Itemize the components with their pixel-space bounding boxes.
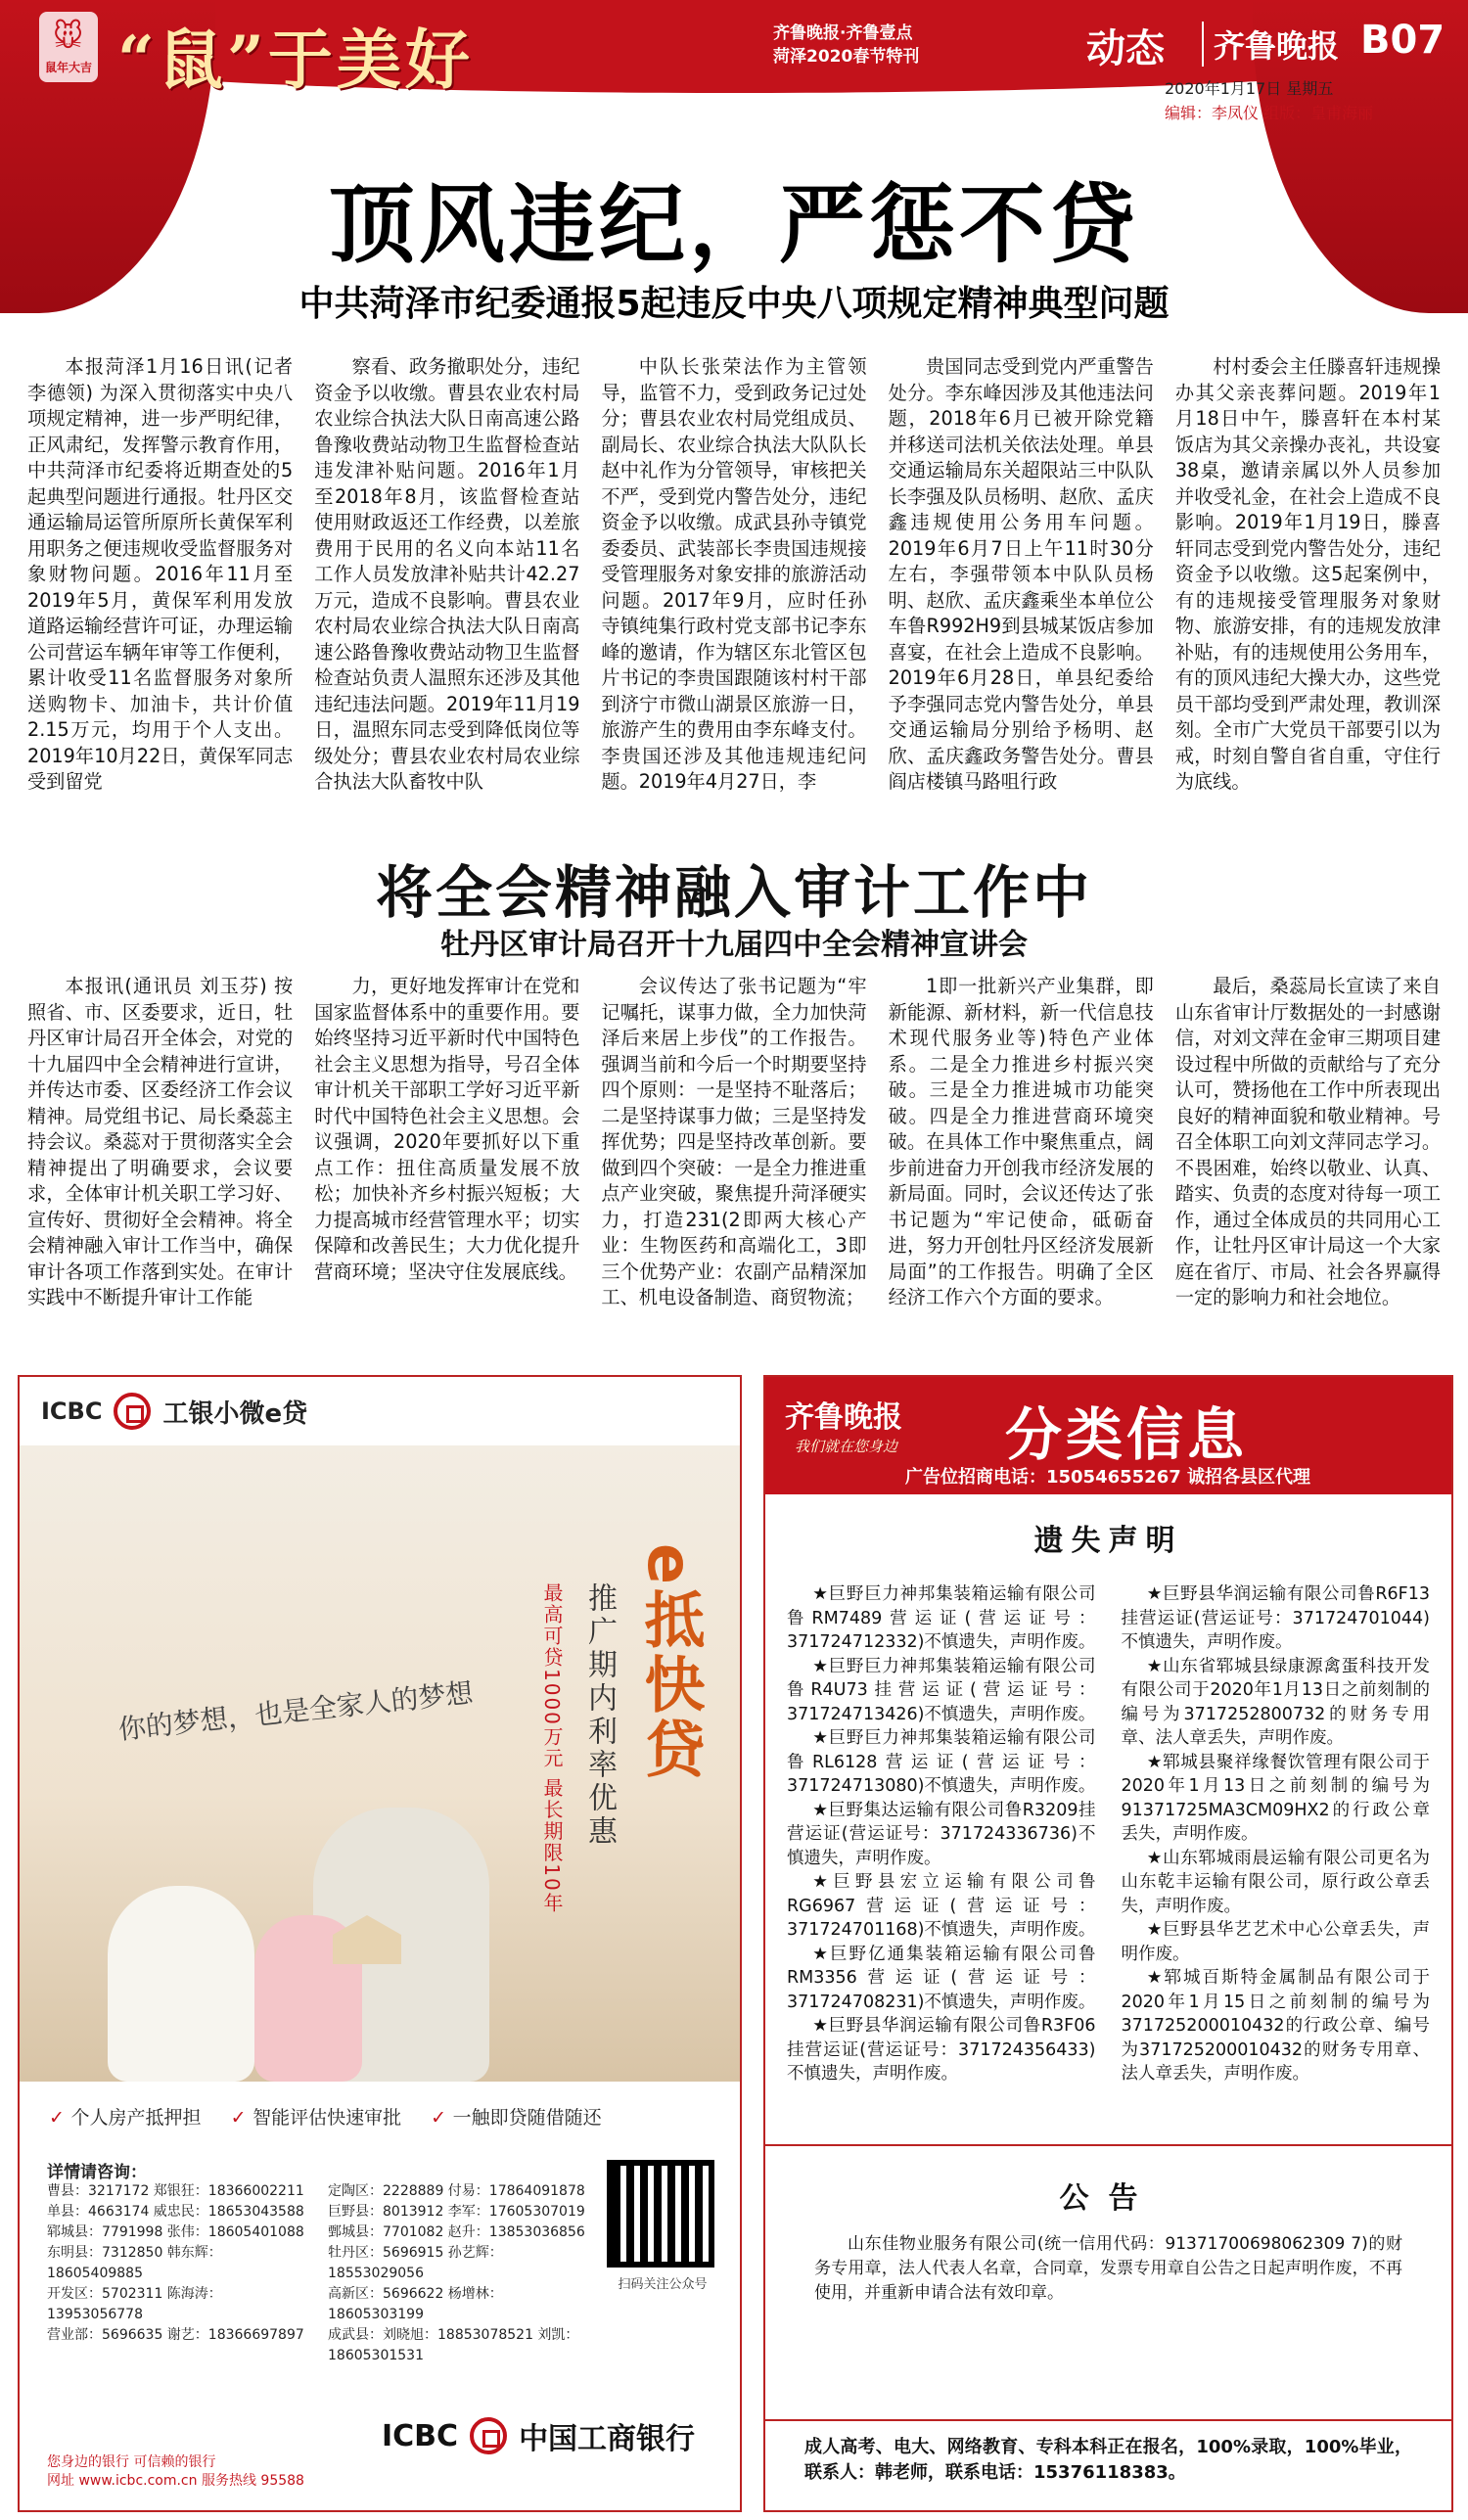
classifieds-slogan: 我们就在您身边	[795, 1438, 898, 1455]
classifieds-panel	[763, 1375, 1453, 2512]
article1-headline: 顶风违纪，严惩不贷	[328, 173, 1139, 275]
lost-notice-item: ★巨野巨力神邦集装箱运输有限公司鲁RL6128营运证(营运证号：371724713080)不慎遗失，声明作废。	[787, 1728, 1096, 1796]
contact-item: 鄄城县：7701082 赵升：13853036856	[328, 2224, 585, 2240]
article1-column	[1175, 354, 1441, 814]
lost-notice-item: ★巨野巨力神邦集装箱运输有限公司鲁R4U73挂营运证(营运证号：371724713426)不慎遗失，声明作废。	[787, 1656, 1096, 1724]
contact-item: 巨野县：8013912 李军：17605307019	[328, 2204, 585, 2220]
classifieds-paper-logo: 齐鲁晚报	[785, 1400, 902, 1435]
lost-notice-item: ★巨野县华润运输有限公司鲁R3F06挂营运证(营运证号：371724356433)不慎遗失，声明作废。	[787, 2016, 1096, 2084]
article2-column	[27, 974, 293, 1365]
article1-column	[27, 354, 293, 814]
article2-paragraph: 1即一批新兴产业集群，即新能源、新材料，新一代信息技术现代服务业等)特色产业体系。二是全力推进乡村振兴突破。三是全力推进城市功能突破。四是全力推进营商环境突破。在具体工作中聚焦重点，阔步前进奋力开创我市经济发展的新局面。同时，会议还传达了张书记题为“牢记使命，砥砺奋进，努力开创牡丹区经济发展新局面”的工作报告。明确了全区经济工作六个方面的要求。	[888, 975, 1154, 1308]
feature-item: ✓ 一触即贷随借随还	[431, 2103, 602, 2130]
article2-column	[1175, 974, 1441, 1365]
contact-item: 曹县：3217172 郑银狂：18366002211	[47, 2183, 304, 2199]
article2-subhead: 牡丹区审计局召开十九届四中全会精神宣讲会	[440, 928, 1028, 962]
lost-notice-item: ★郓城县聚祥缘餐饮管理有限公司于2020年1月13日之前刻制的编号为91371725MA3CM09HX2的行政公章丢失，声明作废。	[1121, 1752, 1430, 1844]
editor-credits: 编辑：李凤仪 组版：皇甫海丽	[1165, 104, 1374, 122]
article2-paragraph: 会议传达了张书记题为“牢记嘱托，谋事力做，全力加快菏泽后来居上步伐”的工作报告。强调当前和今后一个时期要坚持四个原则：一是坚持不耻落后；二是坚持谋事力做；三是坚持发挥优势；四是坚持改革创新。要做到四个突破：一是全力推进重点产业突破，聚焦提升菏泽硬实力，打造231(2即两大核心产业：生物医药和高端化工，3即三个优势产业：农副产品精深加工、机电设备制造、商贸物流；	[601, 975, 867, 1308]
festival-subtitle-line1: 齐鲁晚报·齐鲁壹点	[773, 23, 913, 43]
lost-notice-item: ★巨野巨力神邦集装箱运输有限公司鲁RM7489营运证(营运证号：371724712332)不慎遗失，声明作废。	[787, 1584, 1096, 1652]
education-ad: 成人高考、电大、网络教育、专科本科正在报名，100%录取，100%毕业，联系人：韩老师，联系电话：15376118383。	[765, 2419, 1451, 2499]
mother-figure	[108, 1886, 254, 2082]
icbc-logo-icon	[114, 1393, 151, 1430]
contact-item: 开发区：5702311 陈海涛：13953056778	[47, 2286, 222, 2322]
lost-notice-item: ★山东郓城雨晨运输有限公司更名为山东乾丰运输有限公司，原行政公章丢失，声明作废。	[1121, 1848, 1430, 1916]
icbc-logo-text: ICBC	[41, 1397, 103, 1425]
festival-subtitle-line2: 菏泽2020春节特刊	[773, 47, 920, 67]
masthead-banner	[0, 0, 1468, 343]
article2-paragraph: 本报讯(通讯员 刘玉芬) 按照省、市、区委要求，近日，牡丹区审计局召开全体会，对党的十九届四中全会精神进行宣讲，并传达市委、区委经济工作会议精神。局党组书记、局长桑蕊主持会议。桑蕊对于贯彻落实全会精神提出了明确要求，会议要求，全体审计机关职工学习好、宣传好、贯彻好全会精神。将全会精神融入审计工作当中，确保审计各项工作落到实处。在审计实践中不断提升审计工作能	[27, 975, 294, 1308]
lost-notice-item: ★巨野县华润运输有限公司鲁R6F13挂营运证(营运证号：371724701044)不慎遗失，声明作废。	[1121, 1584, 1430, 1652]
family-photo	[20, 1445, 740, 2082]
contact-item: 单县：4663174 威忠民：18653043588	[47, 2204, 304, 2220]
lost-notices-right	[1122, 1582, 1431, 2140]
lost-notice-item: ★巨野县华艺艺术中心公章丢失，声明作废。	[1121, 1920, 1430, 1964]
article1-paragraph: 贵国同志受到党内严重警告处分。李东峰因涉及其他违法问题，2018年6月已被开除党籍并移送司法机关依法处理。单县交通运输局东关超限站三中队队长李强及队员杨明、赵欣、孟庆鑫违规使用公务用车问题。2019年6月7日上午11时30分左右，李强带领本中队队员杨明、赵欣、孟庆鑫乘坐本单位公车鲁R992H9到县城某饭店参加喜宴，在社会上造成不良影响。2019年6月28日，单县纪委给予李强同志党内警告处分，单县交通运输局分别给予杨明、赵欣、孟庆鑫政务警告处分。曹县阎店楼镇马路咀行政	[888, 355, 1154, 793]
product-name: e抵快贷	[634, 1543, 706, 1783]
contact-item: 高新区：5696622 杨增林：18605303199	[328, 2286, 503, 2322]
section-divider	[765, 2144, 1451, 2146]
article1-subhead: 中共菏泽市纪委通报5起违反中央八项规定精神典型问题	[298, 284, 1170, 324]
paper-logo: 齐鲁晚报	[1202, 22, 1339, 67]
article2-column	[889, 974, 1154, 1365]
ad-features	[20, 2082, 740, 2150]
contact-item: 东明县：7312850 韩东辉：18605409885	[47, 2245, 222, 2281]
family-illustration	[98, 1768, 509, 2082]
icbc-footer-logo-icon	[470, 2417, 507, 2454]
section-name: 动态	[1086, 26, 1165, 71]
contact-item: 牡丹区：5696915 孙艺辉：18553029056	[328, 2245, 503, 2281]
bank-slogan-line1: 您身边的银行 可信赖的银行	[47, 2454, 216, 2470]
icbc-footer-logo-text: ICBC	[382, 2418, 459, 2453]
feature-item: ✓ 个人房产抵押担	[49, 2103, 202, 2130]
lost-notice-item: ★郓城百斯特金属制品有限公司于2020年1月15日之前刻制的编号为371725200010432的行政公章、编号为371725200010432的财务专用章、法人章丢失，声明作废。	[1121, 1968, 1430, 2084]
classifieds-phone: 广告位招商电话：15054655267 诚招各县区代理	[904, 1467, 1311, 1488]
issue-date: 2020年1月17日 星期五	[1165, 79, 1334, 98]
article2-column	[601, 974, 866, 1365]
article2-paragraph: 力，更好地发挥审计在党和国家监督体系中的重要作用。要始终坚持习近平新时代中国特色社会主义思想为指导，号召全体审计机关干部职工学好习近平新时代中国特色社会主义思想。会议强调，2020年要抓好以下重点工作：扭住高质量发展不放松；加快补齐乡村振兴短板；大力提高城市经营管理水平；切实保障和改善民生；大力优化提升营商环境；坚决守住发展底线。	[314, 975, 580, 1283]
article1-paragraph: 本报菏泽1月16日讯(记者 李德领) 为深入贯彻落实中央八项规定精神，进一步严明纪律，正风肃纪，发挥警示教育作用，中共菏泽市纪委将近期查处的5起典型问题进行通报。牡丹区交通运输局运管所原所长黄保军利用职务之便违规收受监督服务对象财物问题。2016年11月至2019年5月，黄保军利用发放道路运输经营许可证，办理运输公司营运车辆年审等工作便利，累计收受11名监督服务对象所送购物卡、加油卡，共计价值2.15万元，均用于个人支出。2019年10月22日，黄保军同志受到留党	[27, 355, 294, 793]
festival-subtitle	[773, 22, 919, 69]
contacts-list	[47, 2181, 595, 2366]
lost-notices	[765, 1582, 1451, 2140]
promo-text: 推广期内利率优惠	[582, 1582, 617, 1849]
bank-name: 中国工商银行	[519, 2422, 696, 2456]
article2-body	[27, 974, 1441, 1365]
contact-item: 营业部：5696635 谢艺：18366697897	[47, 2327, 304, 2343]
icbc-advertisement	[18, 1375, 742, 2512]
article1-column	[889, 354, 1154, 814]
lost-notices-left	[787, 1582, 1096, 2140]
lost-notice-item: ★巨野集达运输有限公司鲁R3209挂营运证(营运证号：371724336736)不慎遗失，声明作废。	[787, 1800, 1096, 1868]
classifieds-header	[765, 1377, 1451, 1494]
article1-paragraph: 村村委会主任滕喜轩违规操办其父亲丧葬问题。2019年1月18日中午，滕喜轩在本村某饭店为其父亲操办丧礼，共设宴38桌，邀请亲属以外人员参加并收受礼金，在社会上造成不良影响。2019年1月19日，滕喜轩同志受到党内警告处分，违纪资金予以收缴。这5起案例中，有的违规接受管理服务对象财物、旅游安排，有的违规发放津补贴，有的违规使用公务用车，有的顶风违纪大操大办，这些党员干部均受到严肃处理，教训深刻。全市广大党员干部要引以为戒，时刻自警自省自重，守住行为底线。	[1174, 355, 1442, 793]
festival-badge: 🐭 鼠年大吉	[39, 12, 98, 82]
lost-notice-item: ★巨野亿通集装箱运输有限公司鲁RM3356营运证(营运证号：371724708231)不慎遗失，声明作废。	[787, 1944, 1096, 2012]
feature-item: ✓ 智能评估快速审批	[231, 2103, 402, 2130]
public-notice-body: 山东佳物业服务有限公司(统一信用代码：91371700698062309 7)的财务专用章，法人代表人名章，合同章，发票专用章自公告之日起声明作废，不再使用，并重新申请合法有效印章。	[814, 2234, 1402, 2303]
contact-item: 郓城县：7791998 张伟：18605401088	[47, 2224, 304, 2240]
contact-item: 成武县：刘晓旭：18853078521 刘凯：18605301531	[328, 2327, 579, 2363]
qr-code	[607, 2160, 714, 2268]
article1-column	[601, 354, 866, 814]
lost-notice-item: ★山东省郓城县绿康源禽蛋科技开发有限公司于2020年1月13日之前刻制的编号为3717252800732的财务专用章、法人章丢失，声明作废。	[1121, 1656, 1430, 1748]
article1-paragraph: 中队长张荣法作为主管领导，监管不力，受到政务记过处分；曹县农业农村局党组成员、副局长、农业综合执法大队队长赵中礼作为分管领导，审核把关不严，受到党内警告处分，违纪资金予以收缴。成武县孙寺镇党委委员、武装部长李贵国违规接受管理服务对象安排的旅游活动问题。2017年9月，应时任孙寺镇纯集行政村党支部书记李东峰的邀请，作为辖区东北管区包片书记的李贵国跟随该村村干部到济宁市微山湖景区旅游一日，旅游产生的费用由李东峰支付。李贵国还涉及其他违规违纪问题。2019年4月27日，李	[601, 355, 867, 793]
bank-footer	[382, 2414, 695, 2457]
article2-paragraph: 最后，桑蕊局长宣读了来自山东省审计厅数据处的一封感谢信，对刘文萍在金审三期项目建设过程中所做的贡献给与了充分认可，赞扬他在工作中所表现出良好的精神面貌和敬业精神。号召全体职工向刘文萍同志学习。不畏困难，始终以敬业、认真、踏实、负责的态度对待每一项工作，通过全体成员的共同用心工作，让牡丹区审计局这一个大家庭在省厅、市局、社会各界赢得一定的影响力和社会地位。	[1174, 975, 1442, 1308]
article2-headline: 将全会精神融入审计工作中	[375, 859, 1092, 926]
ad-dream-slogan: 你的梦想，也是全家人的梦想	[116, 1676, 475, 1746]
bank-slogan-line2: 网址 www.icbc.com.cn 服务热线 95588	[47, 2473, 304, 2489]
article1-column	[314, 354, 579, 814]
contact-item: 定陶区：2228889 付易：17864091878	[328, 2183, 585, 2199]
public-notice-title: 公告	[1059, 2181, 1158, 2216]
page-number: B07	[1360, 18, 1445, 63]
loan-limits: 最高可贷1000万元 最长期限10年	[540, 1582, 564, 1914]
article1-body	[27, 354, 1441, 814]
ad-header	[20, 1377, 740, 1445]
bank-slogan	[47, 2453, 304, 2491]
article2-column	[314, 974, 579, 1365]
lost-notice-item: ★巨野县宏立运输有限公司鲁RG6967营运证(营运证号：371724701168)不慎遗失，声明作废。	[787, 1872, 1096, 1940]
qr-caption: 扫码关注公众号	[618, 2277, 708, 2292]
festival-title: “鼠”于美好	[117, 22, 474, 98]
lost-notice-title: 遗失声明	[1033, 1524, 1183, 1558]
ad-brand: 工银小微e贷	[162, 1398, 308, 1429]
contacts-title: 详情请咨询：	[47, 2163, 147, 2182]
article1-paragraph: 察看、政务撤职处分，违纪资金予以收缴。曹县农业农村局农业综合执法大队日南高速公路鲁豫收费站动物卫生监督检查站违发津补贴问题。2016年1月至2018年8月，该监督检查站使用财政返还工作经费，以差旅费用于民用的名义向本站11名工作人员发放津补贴共计42.27万元，造成不良影响。曹县农业农村局农业综合执法大队日南高速公路鲁豫收费站动物卫生监督检查站负责人温照东还涉及其他违纪违法问题。2019年11月19日，温照东同志受到降低岗位等级处分；曹县农业农村局农业综合执法大队畜牧中队	[314, 355, 580, 793]
classifieds-title: 分类信息	[1005, 1401, 1249, 1468]
